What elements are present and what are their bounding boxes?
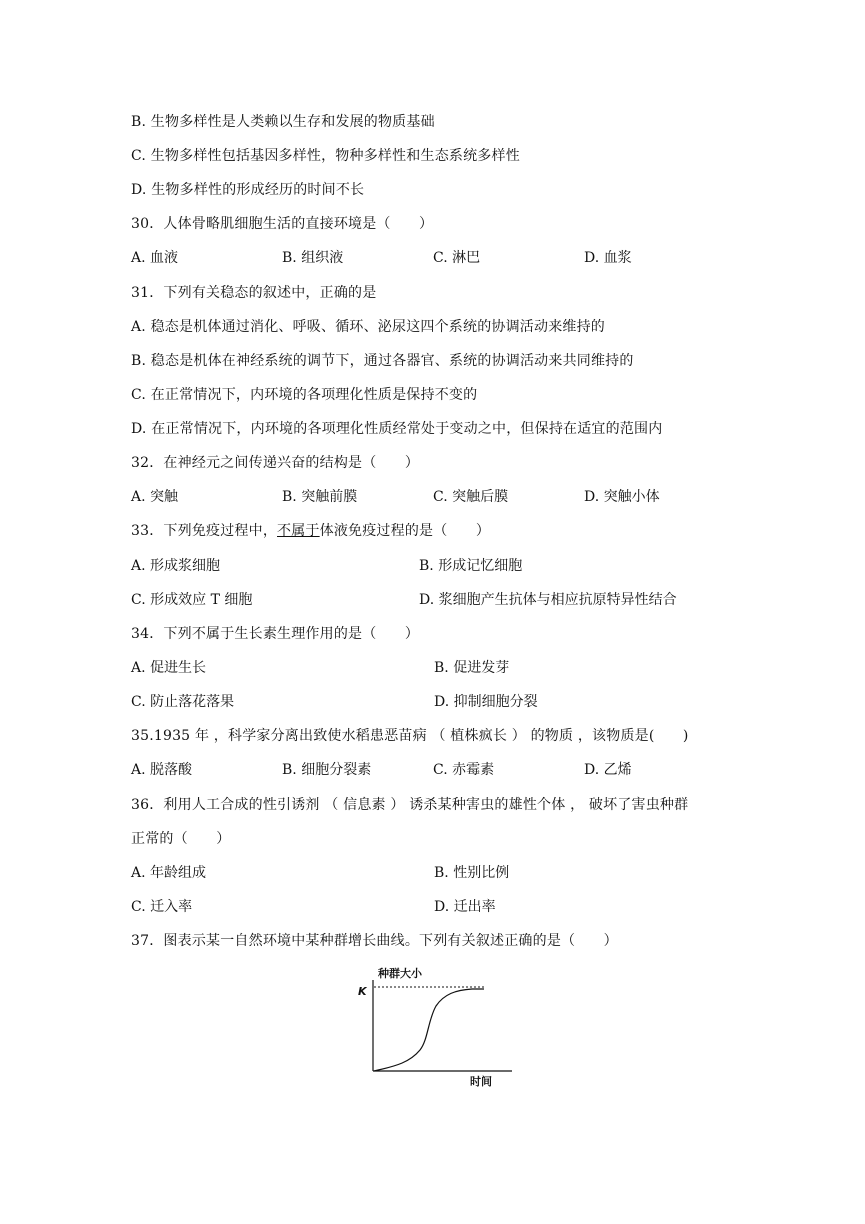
question-34-stem: 34．下列不属于生长素生理作用的是（ ） [131, 626, 420, 642]
question-35-stem: 35.1935 年 ，科学家分离出致使水稻患恶苗病 （ 植株疯长 ） 的物质 ，该物质是( ) [131, 728, 689, 744]
q30-option-b: B. 组织液 [282, 250, 344, 266]
figure-xlabel: 时间 [470, 1075, 492, 1088]
figure-k-label: K [358, 985, 367, 998]
q30-option-d: D. 血浆 [584, 250, 632, 266]
question-32-stem: 32．在神经元之间传递兴奋的结构是（ ） [131, 455, 420, 471]
q32-option-c: C. 突触后膜 [433, 489, 509, 505]
question-36-stem-line1: 36．利用人工合成的性引诱剂 （ 信息素 ） 诱杀某种害虫的雄性个体 ， 破坏了害虫种群 [131, 797, 689, 813]
q34-option-d: D. 抑制细胞分裂 [434, 694, 538, 710]
question-33-stem [131, 522, 490, 540]
q36-option-b: B. 性别比例 [434, 865, 510, 881]
q31-option-b: B. 稳态是机体在神经系统的调节下，通过各器官、系统的协调活动来共同维持的 [131, 353, 634, 369]
q35-option-b: B. 细胞分裂素 [282, 762, 372, 778]
q32-option-a: A. 突触 [131, 489, 179, 505]
q36-option-a: A. 年龄组成 [131, 865, 207, 881]
q36-option-d: D. 迁出率 [434, 899, 496, 915]
q30-option-c: C. 淋巴 [433, 250, 481, 266]
q31-option-a: A. 稳态是机体通过消化、呼吸、循环、泌尿这四个系统的协调活动来维持的 [131, 319, 606, 335]
q33-stem-post: 体液免疫过程的是（ ） [319, 523, 491, 539]
q34-option-b: B. 促进发芽 [434, 660, 510, 676]
question-30-stem: 30．人体骨略肌细胞生活的直接环境是（ ） [131, 216, 434, 232]
question-37-stem: 37．图表示某一自然环境中某种群增长曲线。下列有关叙述正确的是（ ） [131, 933, 618, 949]
q31-option-c: C. 在正常情况下，内环境的各项理化性质是保持不变的 [131, 387, 478, 403]
q32-option-d: D. 突触小体 [584, 489, 660, 505]
option-b-biodiversity: B. 生物多样性是人类赖以生存和发展的物质基础 [131, 114, 435, 130]
q34-option-c: C. 防止落花落果 [131, 694, 235, 710]
q33-option-b: B. 形成记忆细胞 [419, 558, 523, 574]
option-c-biodiversity: C. 生物多样性包括基因多样性，物种多样性和生态系统多样性 [131, 148, 520, 164]
q32-option-b: B. 突触前膜 [282, 489, 358, 505]
figure-s-curve [374, 989, 484, 1071]
q33-option-d: D. 浆细胞产生抗体与相应抗原特异性结合 [419, 592, 677, 608]
population-growth-figure [352, 962, 512, 1092]
q33-option-c: C. 形成效应 T 细胞 [131, 592, 253, 608]
q33-stem-underlined: 不属于 [277, 523, 320, 539]
q35-option-a: A. 脱落酸 [131, 762, 193, 778]
question-31-stem: 31．下列有关稳态的叙述中，正确的是 [131, 285, 377, 301]
q31-option-d: D. 在正常情况下，内环境的各项理化性质经常处于变动之中，但保持在适宜的范围内 [131, 421, 663, 437]
option-d-biodiversity: D. 生物多样性的形成经历的时间不长 [131, 182, 365, 198]
q30-option-a: A. 血液 [131, 250, 179, 266]
q35-option-d: D. 乙烯 [584, 762, 632, 778]
q33-option-a: A. 形成浆细胞 [131, 558, 221, 574]
q33-stem-pre: 33．下列免疫过程中， [131, 523, 278, 539]
question-36-stem-line2: 正常的（ ） [131, 831, 231, 847]
q36-option-c: C. 迁入率 [131, 899, 193, 915]
q34-option-a: A. 促进生长 [131, 660, 207, 676]
q35-option-c: C. 赤霉素 [433, 762, 495, 778]
figure-ylabel: 种群大小 [378, 967, 422, 980]
